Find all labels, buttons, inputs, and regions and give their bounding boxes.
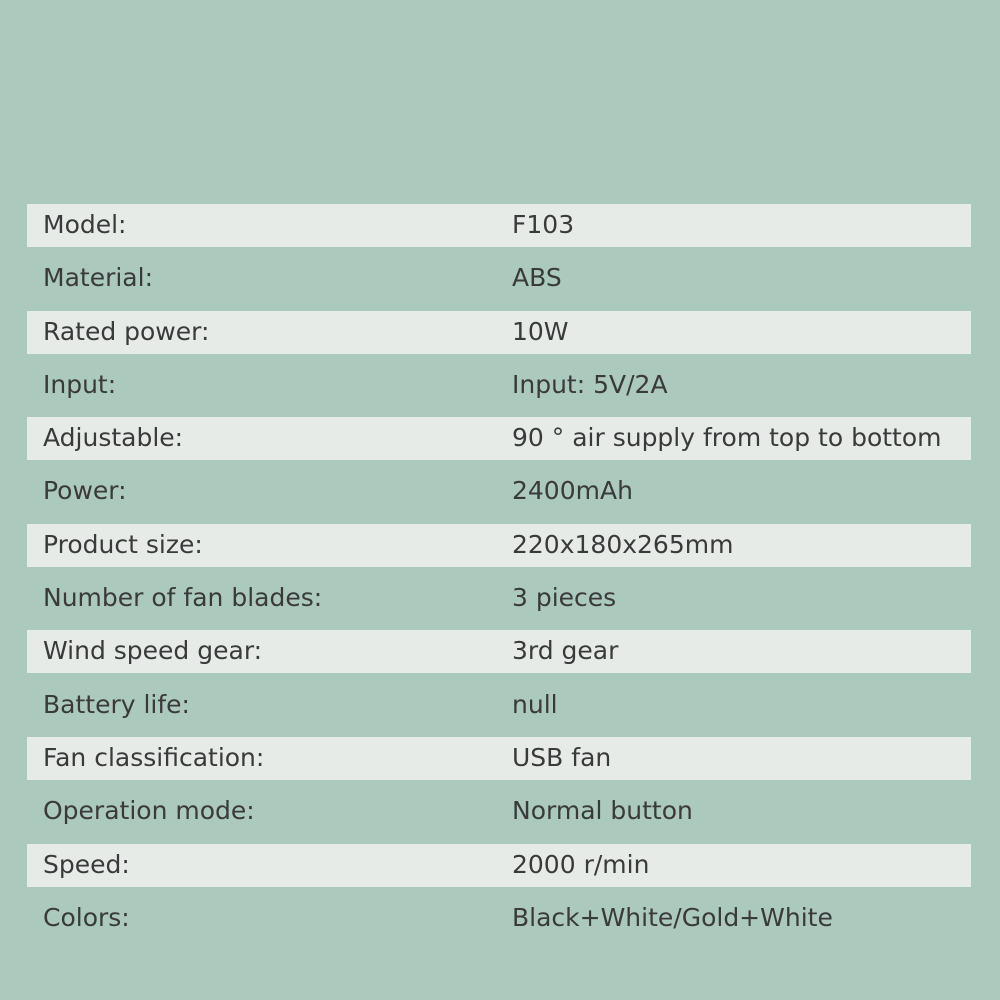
spec-value: USB fan xyxy=(512,742,612,772)
row-stripe xyxy=(27,844,971,887)
spec-value: 3 pieces xyxy=(512,583,617,613)
spec-value: 90 ° air supply from top to bottom xyxy=(512,423,942,453)
spec-row-fan-classification xyxy=(27,737,971,790)
spec-table xyxy=(27,204,971,950)
spec-label: Battery life: xyxy=(43,689,190,719)
spec-label: Wind speed gear: xyxy=(43,636,263,666)
spec-value: F103 xyxy=(512,210,575,239)
spec-row-colors xyxy=(27,897,971,950)
spec-label: Rated power: xyxy=(43,316,210,346)
spec-label: Product size: xyxy=(43,529,203,559)
spec-row-material xyxy=(27,257,971,310)
spec-label: Material: xyxy=(43,263,153,293)
spec-value: 10W xyxy=(512,316,569,346)
row-stripe xyxy=(27,204,971,247)
spec-value: Black+White/Gold+White xyxy=(512,902,833,932)
spec-value: Normal button xyxy=(512,796,693,826)
spec-label: Speed: xyxy=(43,849,130,879)
spec-row-wind-speed-gear xyxy=(27,630,971,683)
spec-label: Adjustable: xyxy=(43,423,184,453)
spec-value: 2000 r/min xyxy=(512,849,650,879)
spec-row-speed xyxy=(27,844,971,897)
spec-label: Number of fan blades: xyxy=(43,583,323,613)
spec-label: Power: xyxy=(43,476,127,506)
spec-value: 2400mAh xyxy=(512,476,633,506)
spec-row-fan-blades xyxy=(27,577,971,630)
spec-value: Input: 5V/2A xyxy=(512,369,668,399)
spec-row-adjustable xyxy=(27,417,971,470)
spec-label: Colors: xyxy=(43,902,130,932)
spec-row-model xyxy=(27,204,971,257)
spec-label: Fan classification: xyxy=(43,742,265,772)
spec-value: null xyxy=(512,689,558,719)
spec-row-input xyxy=(27,364,971,417)
spec-value: ABS xyxy=(512,263,562,293)
spec-label: Input: xyxy=(43,369,117,399)
spec-row-rated-power xyxy=(27,311,971,364)
spec-row-product-size xyxy=(27,524,971,577)
spec-row-operation-mode xyxy=(27,790,971,843)
spec-value: 3rd gear xyxy=(512,636,619,666)
spec-row-power xyxy=(27,470,971,523)
spec-value: 220x180x265mm xyxy=(512,529,734,559)
spec-label: Operation mode: xyxy=(43,796,255,826)
spec-label: Model: xyxy=(43,210,127,239)
spec-row-battery-life xyxy=(27,684,971,737)
